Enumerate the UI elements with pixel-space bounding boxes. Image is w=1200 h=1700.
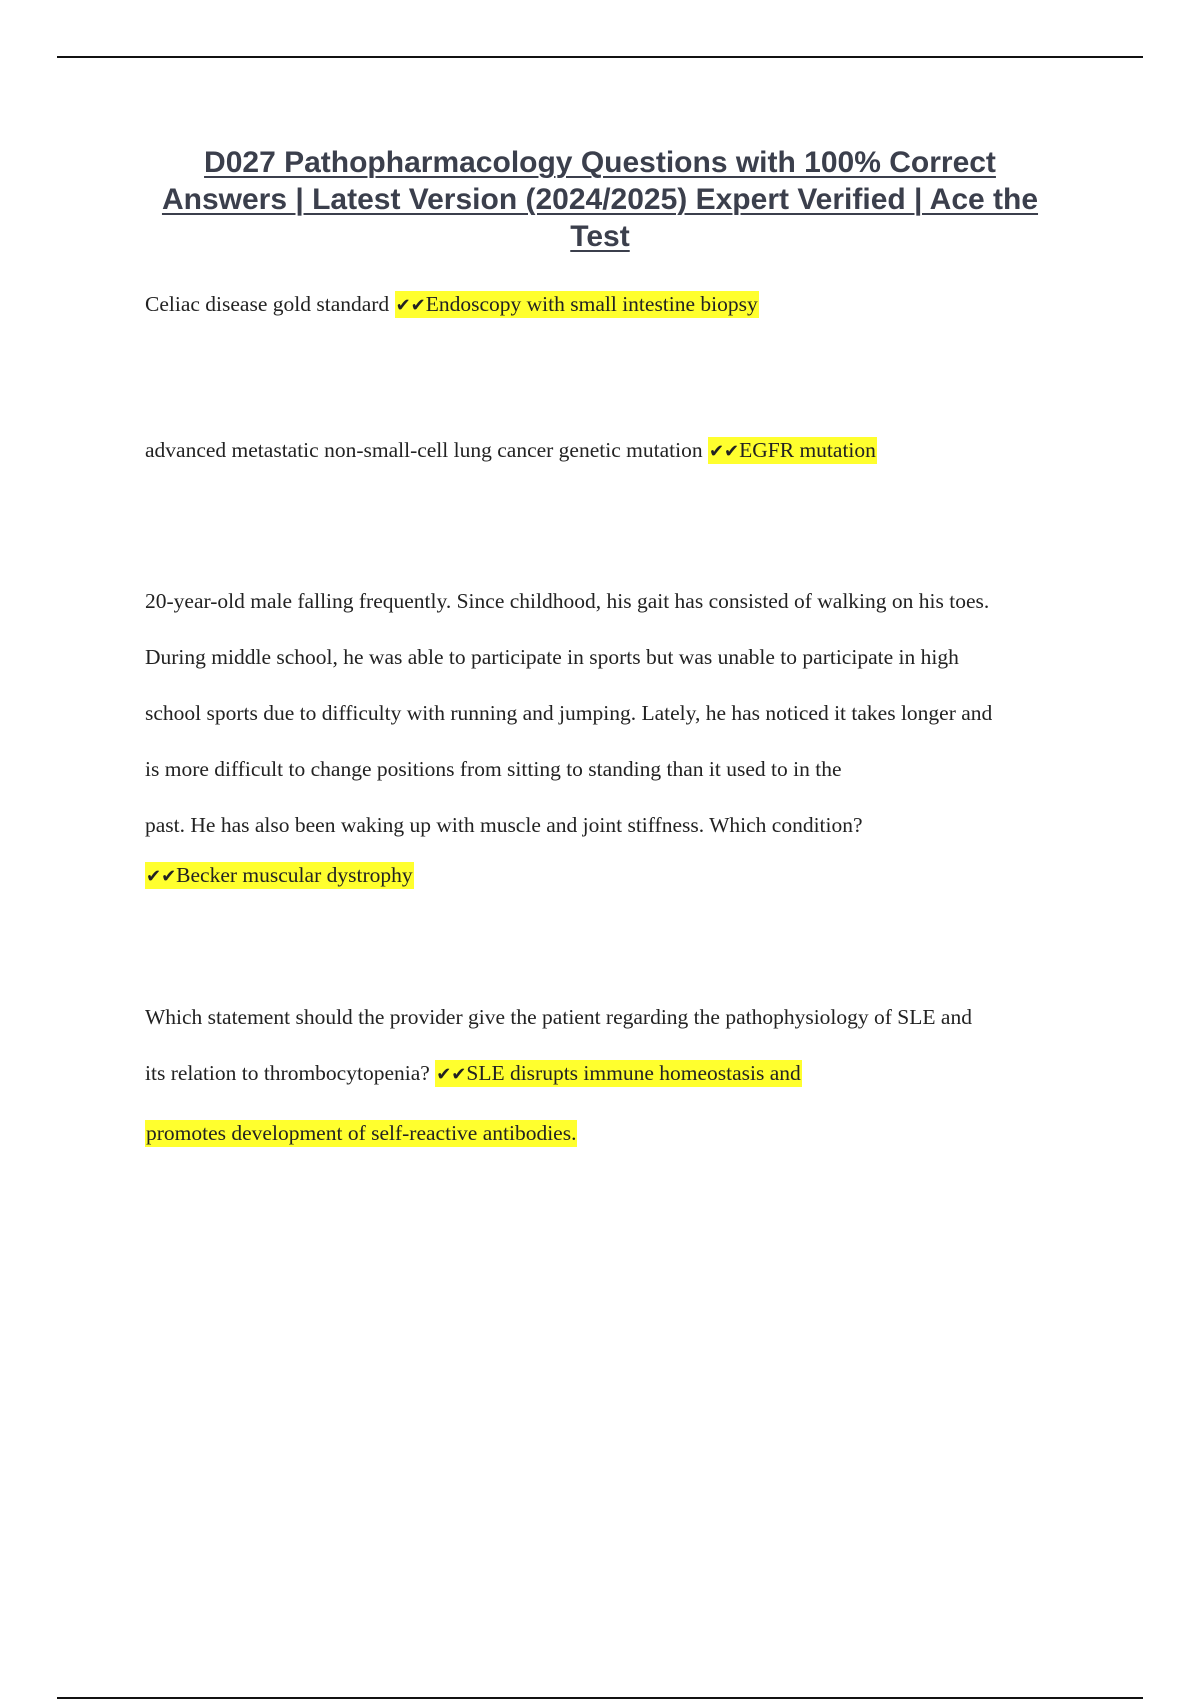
answer-highlight (708, 437, 877, 464)
question-text: advanced metastatic non-small-cell lung cancer genetic mutation (145, 438, 708, 462)
question-line-1: 20-year-old male falling frequently. Since childhood, his gait has consisted of walking on his toes. (145, 589, 990, 613)
question-line-5: past. He has also been waking up with muscle and joint stiffness. Which condition? (145, 813, 863, 837)
question-line-4: is more difficult to change positions from sitting to standing than it used to in the (145, 757, 842, 781)
bottom-rule (57, 1697, 1143, 1699)
answer-text: EGFR mutation (739, 438, 876, 462)
document-title: D027 Pathopharmacology Questions with 100% Correct Answers | Latest Version (2024/2025) Expert Verified | Ace the Test (161, 146, 1039, 253)
question-line-3: school sports due to difficulty with running and jumping. Lately, he has noticed it takes longer and (145, 701, 993, 725)
answer-text-line-2: promotes development of self-reactive antibodies. (146, 1121, 577, 1145)
answer-highlight (145, 862, 414, 889)
qa-item-2 (145, 436, 1065, 464)
qa-item-4 (145, 1003, 1065, 1147)
question-line-2: During middle school, he was able to participate in sports but was unable to participate in high (145, 645, 959, 669)
question-text: Celiac disease gold standard (145, 292, 395, 316)
answer-highlight (435, 1060, 802, 1087)
answer-text: Endoscopy with small intestine biopsy (425, 292, 758, 316)
qa-item-3 (145, 587, 1065, 889)
question-line-1: Which statement should the provider give the patient regarding the pathophysiology of SLE and (145, 1005, 972, 1029)
answer-text-line-1: SLE disrupts immune homeostasis and (466, 1061, 801, 1085)
double-check-icon: ✔✔ (436, 1064, 467, 1085)
qa-item-1 (145, 290, 1065, 318)
top-rule (57, 56, 1143, 58)
double-check-icon: ✔✔ (146, 866, 177, 887)
double-check-icon: ✔✔ (395, 295, 426, 316)
answer-text: Becker muscular dystrophy (176, 863, 413, 887)
question-line-2: its relation to thrombocytopenia? (145, 1061, 436, 1085)
answer-highlight (395, 291, 759, 318)
double-check-icon: ✔✔ (708, 441, 740, 462)
